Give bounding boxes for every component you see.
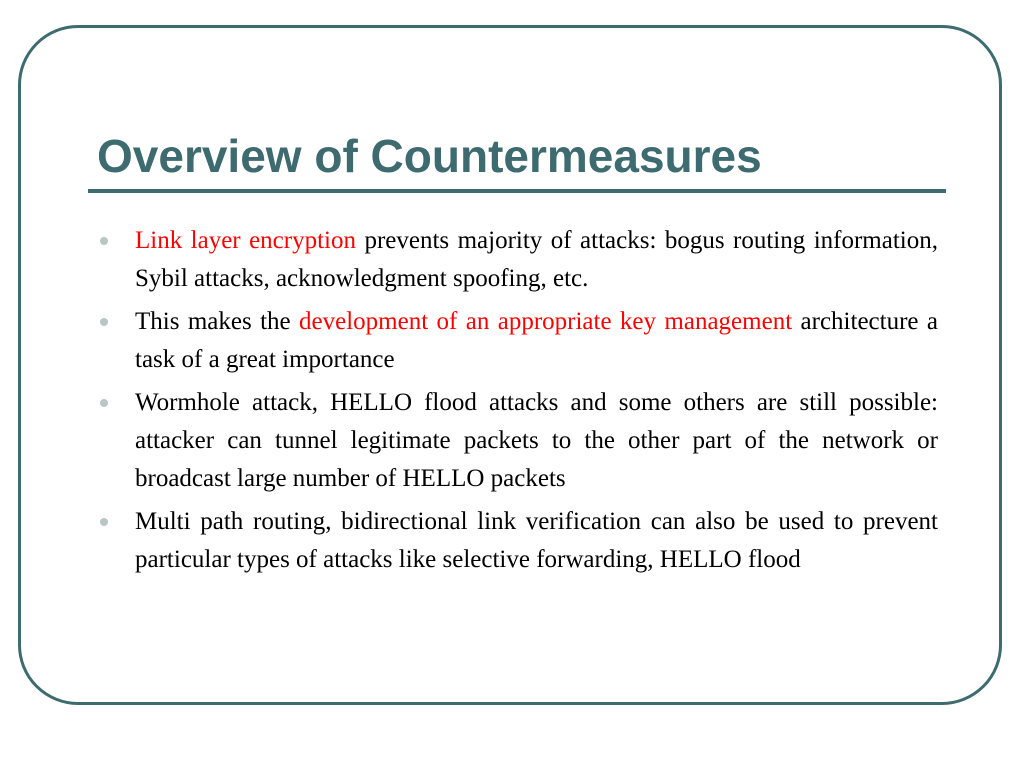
bullet-2-highlight: development of an appropriate key management (299, 308, 793, 335)
bullet-list (98, 222, 938, 584)
bullet-2-text-after: architecture a task of a great importance (135, 308, 938, 373)
bullet-item-2 (98, 303, 938, 379)
bullet-3-text: Wormhole attack, HELLO flood attacks and some others are still possible: attacker can tunnel legitimate packets to the other part of the network or broadcast large number of HELLO packets (135, 389, 938, 492)
bullet-4-text: Multi path routing, bidirectional link verification can also be used to prevent particular types of attacks like selective forwarding, HELLO flood (135, 508, 938, 573)
title-underline (88, 189, 946, 193)
bullet-2-text-before: This makes the (135, 308, 300, 335)
bullet-1-highlight: Link layer encryption (135, 227, 356, 254)
slide-title: Overview of Countermeasures (97, 130, 762, 182)
bullet-icon (100, 518, 108, 526)
bullet-1-text: prevents majority of attacks: bogus routing information, Sybil attacks, acknowledgment spoofing, etc. (135, 227, 938, 292)
bullet-item-1 (98, 222, 938, 298)
bullet-icon (100, 318, 108, 326)
bullet-item-4 (98, 503, 938, 579)
bullet-item-3 (98, 384, 938, 498)
bullet-icon (100, 399, 108, 407)
bullet-icon (100, 237, 108, 245)
